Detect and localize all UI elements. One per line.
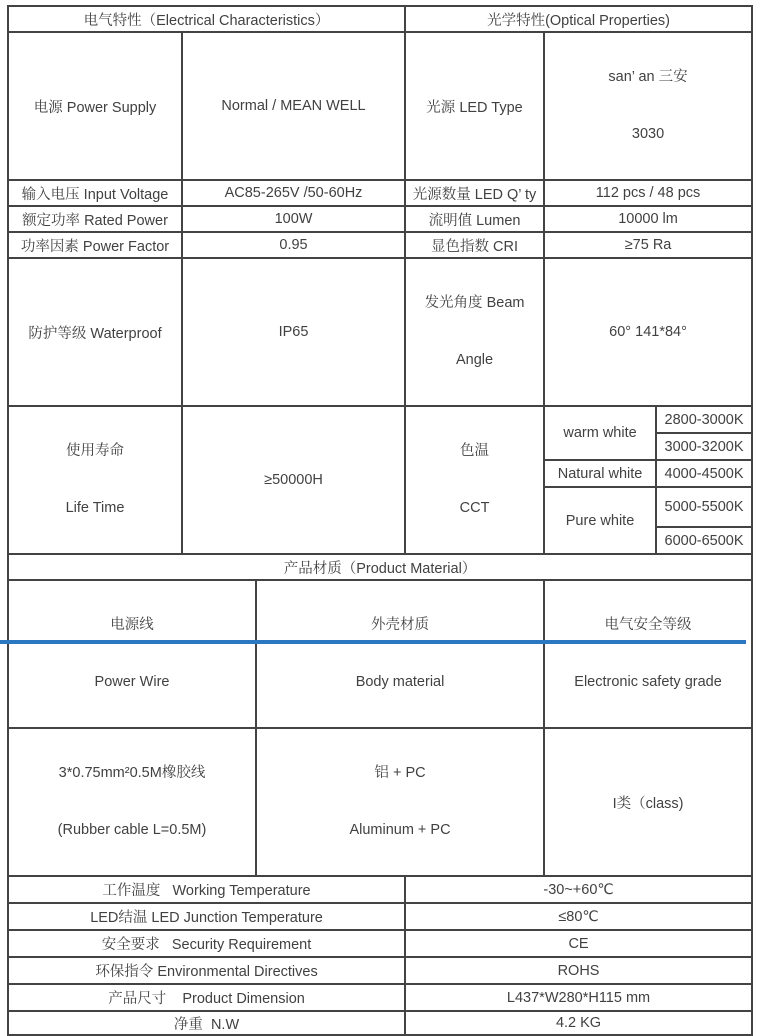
power-wire-value	[8, 728, 256, 876]
beam-angle-value: 60° 141*84°	[544, 258, 752, 406]
life-time-value: ≥50000H	[182, 406, 405, 554]
cct-label-cn: 色温	[460, 443, 490, 459]
body-material-label	[256, 580, 544, 728]
junction-temperature-label: LED结温 LED Junction Temperature	[8, 903, 405, 930]
body-material-label-en: Body material	[355, 674, 445, 690]
input-voltage-value: AC85-265V /50-60Hz	[182, 180, 405, 206]
safety-grade-value: I类（class)	[544, 728, 752, 876]
beam-angle-label	[405, 258, 544, 406]
led-type-model: 3030	[631, 126, 665, 142]
body-material-label-cn: 外壳材质	[371, 617, 430, 633]
safety-grade-label-cn: 电气安全等级	[604, 617, 692, 633]
rated-power-label: 额定功率 Rated Power	[8, 206, 182, 232]
net-weight-value: 4.2 KG	[405, 1011, 752, 1035]
cct-range: 3000-3200K	[656, 433, 752, 460]
waterproof-value: IP65	[182, 258, 405, 406]
cct-range: 6000-6500K	[656, 527, 752, 554]
power-supply-label: 电源 Power Supply	[8, 32, 182, 180]
body-material-value	[256, 728, 544, 876]
cct-label	[405, 406, 544, 554]
body-material-value-cn: 铝 + PC	[374, 765, 426, 781]
optical-section-header: 光学特性(Optical Properties)	[405, 6, 752, 32]
power-wire-label-cn: 电源线	[110, 617, 154, 633]
power-wire-label-en: Power Wire	[94, 674, 170, 690]
security-requirement-value: CE	[405, 930, 752, 957]
life-time-label-en: Life Time	[65, 500, 125, 516]
body-material-value-en: Aluminum + PC	[349, 822, 451, 838]
led-type-label: 光源 LED Type	[405, 32, 544, 180]
environmental-directives-value: ROHS	[405, 957, 752, 984]
cri-value: ≥75 Ra	[544, 232, 752, 258]
cct-range: 5000-5500K	[656, 487, 752, 527]
led-qty-label: 光源数量 LED Q’ ty	[405, 180, 544, 206]
lumen-label: 流明值 Lumen	[405, 206, 544, 232]
cct-warm-white-label: warm white	[544, 406, 656, 460]
lumen-value: 10000 lm	[544, 206, 752, 232]
safety-grade-label-en: Electronic safety grade	[574, 674, 722, 690]
power-wire-label	[8, 580, 256, 728]
cct-range: 2800-3000K	[656, 406, 752, 433]
cct-natural-white-label: Natural white	[544, 460, 656, 487]
led-type-value	[544, 32, 752, 180]
spec-table	[7, 5, 753, 1036]
net-weight-label: 净重 N.W	[8, 1011, 405, 1035]
product-dimension-value: L437*W280*H115 mm	[405, 984, 752, 1011]
security-requirement-label: 安全要求 Security Requirement	[8, 930, 405, 957]
electrical-section-header: 电气特性（Electrical Characteristics）	[8, 6, 405, 32]
life-time-label	[8, 406, 182, 554]
input-voltage-label: 输入电压 Input Voltage	[8, 180, 182, 206]
led-qty-value: 112 pcs / 48 pcs	[544, 180, 752, 206]
bottom-accent-line	[0, 640, 746, 644]
working-temperature-value: -30~+60℃	[405, 876, 752, 903]
power-factor-label: 功率因素 Power Factor	[8, 232, 182, 258]
beam-angle-label-en: Angle	[455, 352, 494, 368]
environmental-directives-label: 环保指令 Environmental Directives	[8, 957, 405, 984]
waterproof-label: 防护等级 Waterproof	[8, 258, 182, 406]
power-supply-value: Normal / MEAN WELL	[182, 32, 405, 180]
product-dimension-label: 产品尺寸 Product Dimension	[8, 984, 405, 1011]
rated-power-value: 100W	[182, 206, 405, 232]
cct-pure-white-label: Pure white	[544, 487, 656, 554]
safety-grade-label	[544, 580, 752, 728]
cri-label: 显色指数 CRI	[405, 232, 544, 258]
power-factor-value: 0.95	[182, 232, 405, 258]
working-temperature-label: 工作温度 Working Temperature	[8, 876, 405, 903]
led-type-brand: san’ an 三安	[608, 69, 688, 85]
power-wire-value-en: (Rubber cable L=0.5M)	[57, 822, 207, 838]
material-section-header: 产品材质（Product Material）	[8, 554, 752, 580]
life-time-label-cn: 使用寿命	[66, 443, 124, 459]
junction-temperature-value: ≤80℃	[405, 903, 752, 930]
cct-range: 4000-4500K	[656, 460, 752, 487]
power-wire-value-cn: 3*0.75mm²0.5M橡胶线	[58, 765, 206, 781]
beam-angle-label-cn: 发光角度 Beam	[424, 295, 525, 311]
cct-label-en: CCT	[459, 500, 490, 516]
